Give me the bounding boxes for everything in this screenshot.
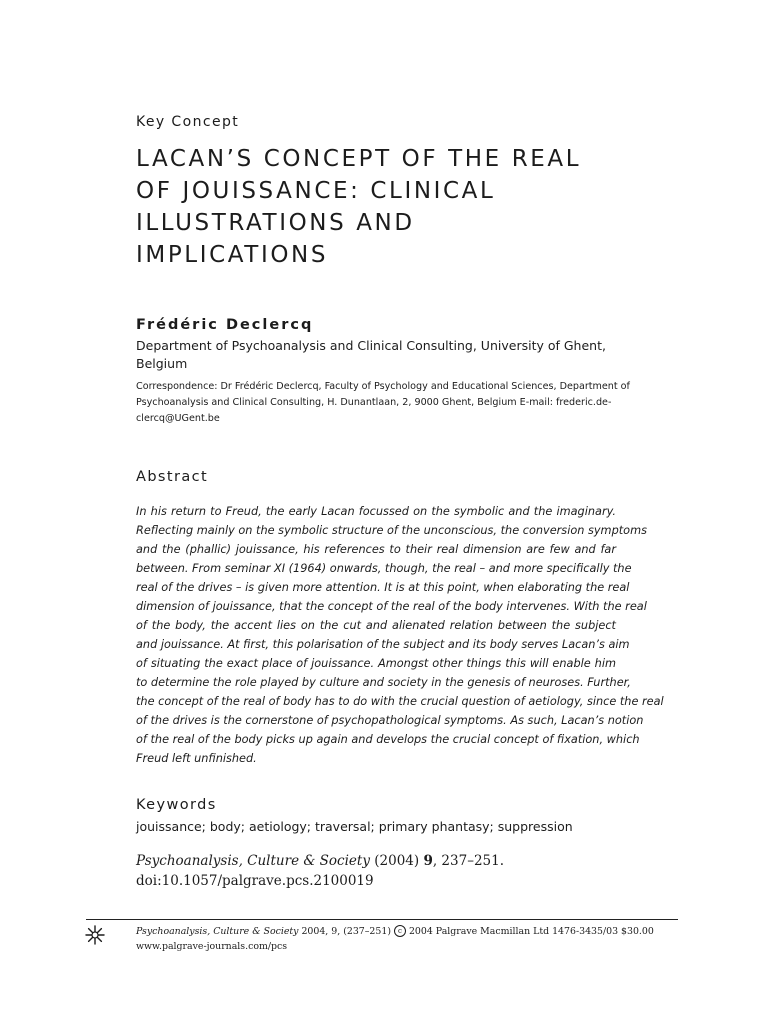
footer-details-post: 2004 Palgrave Macmillan Ltd 1476-3435/03 $30.00 [408, 926, 654, 937]
article-title-line: IMPLICATIONS [136, 242, 329, 268]
correspondence-line: Psychoanalysis and Clinical Consulting, H. Dunantlaan, 2, 9000 Ghent, Belgium E-mail: frederic.de- [136, 397, 612, 408]
abstract-heading: Abstract [136, 469, 209, 485]
abstract-line: between. From seminar XI (1964) onwards, though, the real – and more specifically the [136, 562, 632, 575]
copyright-icon: c [394, 925, 406, 937]
footer-divider [86, 919, 678, 920]
citation-journal: Psychoanalysis, Culture & Society [136, 853, 370, 869]
citation-volume: 9 [423, 853, 433, 869]
abstract-line: of the drives is the cornerstone of psychopathological symptoms. As such, Lacan’s notion [136, 714, 644, 727]
article-title-line: ILLUSTRATIONS AND [136, 210, 415, 236]
abstract-line: Freud left unfinished. [136, 752, 257, 765]
abstract-line: and jouissance. At first, this polarisation of the subject and its body serves Lacan’s aim [136, 638, 630, 651]
article-title-line: LACAN’S CONCEPT OF THE REAL [136, 146, 582, 172]
keywords-list: jouissance; body; aetiology; traversal; primary phantasy; suppression [136, 819, 573, 834]
correspondence-line: Correspondence: Dr Frédéric Declercq, Faculty of Psychology and Educational Sciences, Department of [136, 381, 630, 392]
abstract-line: In his return to Freud, the early Lacan focussed on the symbolic and the imaginary. [136, 505, 616, 518]
footer-url: www.palgrave-journals.com/pcs [136, 941, 288, 952]
citation-pages: , 237–251. [432, 853, 505, 869]
article-type-label: Key Concept [136, 114, 240, 130]
article-title-line: OF JOUISSANCE: CLINICAL [136, 178, 496, 204]
abstract-line: of the real of the body picks up again and develops the crucial concept of fixation, which [136, 733, 640, 746]
footer-journal: Psychoanalysis, Culture & Society [136, 926, 299, 937]
abstract-line: real of the drives – is given more attention. It is at this point, when elaborating the real [136, 581, 630, 594]
palgrave-star-logo-icon [84, 924, 106, 946]
abstract-line: to determine the role played by culture and society in the genesis of neuroses. Further, [136, 676, 631, 689]
citation-year: (2004) [374, 853, 420, 869]
author-affiliation-line: Belgium [136, 356, 188, 371]
abstract-line: of the body, the accent lies on the cut and alienated relation between the subject [136, 619, 616, 632]
keywords-heading: Keywords [136, 797, 217, 813]
footer-citation [136, 925, 654, 937]
abstract-line: Reflecting mainly on the symbolic structure of the unconscious, the conversion symptoms [136, 524, 647, 537]
abstract-line: of situating the exact place of jouissance. Amongst other things this will enable him [136, 657, 616, 670]
author-affiliation-line: Department of Psychoanalysis and Clinical Consulting, University of Ghent, [136, 338, 606, 353]
abstract-line: the concept of the real of body has to do with the crucial question of aetiology, since the real [136, 695, 664, 708]
footer-details-pre: 2004, 9, (237–251) [301, 926, 391, 937]
abstract-line: and the (phallic) jouissance, his references to their real dimension are few and far [136, 543, 616, 556]
abstract-line: dimension of jouissance, that the concept of the real of the body intervenes. With the real [136, 600, 647, 613]
citation-doi: doi:10.1057/palgrave.pcs.2100019 [136, 873, 374, 889]
correspondence-line: clercq@UGent.be [136, 413, 220, 424]
author-name: Frédéric Declercq [136, 317, 314, 333]
citation-line [136, 853, 504, 869]
